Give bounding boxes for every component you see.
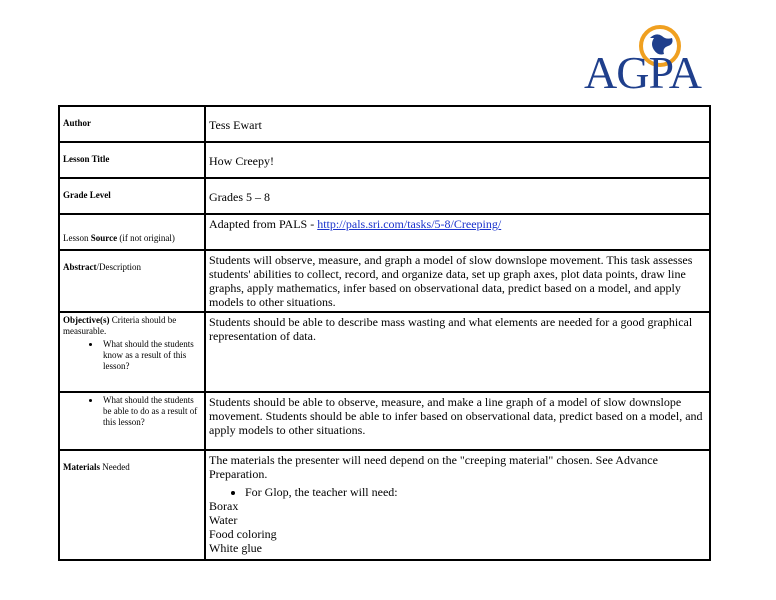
author-value: Tess Ewart (205, 106, 710, 142)
abstract-value: Students will observe, measure, and graph a model of slow downslope movement. This task assesses students' abilities to collect, record, and organize data, set up graph axes, plot data points, draw line graphs, apply mathematics, infer based on observational data, predict based on a model, and apply models to other situations. (205, 250, 710, 312)
abstract-label: Abstract/Description (59, 250, 205, 312)
title-label: Lesson Title (59, 142, 205, 178)
objective-know-value: Students should be able to describe mass wasting and what elements are needed for a good graphical representation of data. (205, 312, 710, 392)
materials-bullet: • For Glop, the teacher will need: (245, 485, 706, 499)
objective-know-label: Objective(s) Criteria should be measurable. • What should the students know as a result of this lesson? (59, 312, 205, 392)
grade-label: Grade Level (59, 178, 205, 214)
objective-do-label (59, 392, 205, 450)
materials-intro: The materials the presenter will need depend on the "creeping material" chosen. See Advance Preparation. (209, 453, 658, 481)
author-row (59, 106, 710, 142)
material-item: Food coloring (209, 527, 277, 541)
objective-know-bullet: • What should the students know as a result of this lesson? (101, 339, 201, 372)
source-label: Lesson Source (if not original) (59, 214, 205, 250)
materials-row (59, 450, 710, 560)
material-item: White glue (209, 541, 262, 555)
source-row (59, 214, 710, 250)
title-value: How Creepy! (205, 142, 710, 178)
title-row (59, 142, 710, 178)
objective-do-value: Students should be able to observe, measure, and make a line graph of a model of slow downslope movement. Students should be able to infer based on observational data, predict based on a model, and apply models to other situations. (205, 392, 710, 450)
grade-value: Grades 5 – 8 (205, 178, 710, 214)
grade-row (59, 178, 710, 214)
objective-know-row (59, 312, 710, 392)
material-item: Borax (209, 499, 239, 513)
author-label: Author (59, 106, 205, 142)
source-value: Adapted from PALS - http://pals.sri.com/tasks/5-8/Creeping/ (205, 214, 710, 250)
objective-do-row (59, 392, 710, 450)
objective-do-bullet: • What should the students be able to do as a result of this lesson? (101, 395, 201, 428)
lesson-plan-table (58, 105, 711, 561)
agpa-logo (584, 16, 714, 96)
materials-value (205, 450, 710, 560)
material-item: Water (209, 513, 238, 527)
logo-text: AGPA (584, 47, 702, 98)
materials-label: Materials Needed (59, 450, 205, 560)
source-link[interactable]: http://pals.sri.com/tasks/5-8/Creeping/ (317, 217, 502, 231)
abstract-row (59, 250, 710, 312)
